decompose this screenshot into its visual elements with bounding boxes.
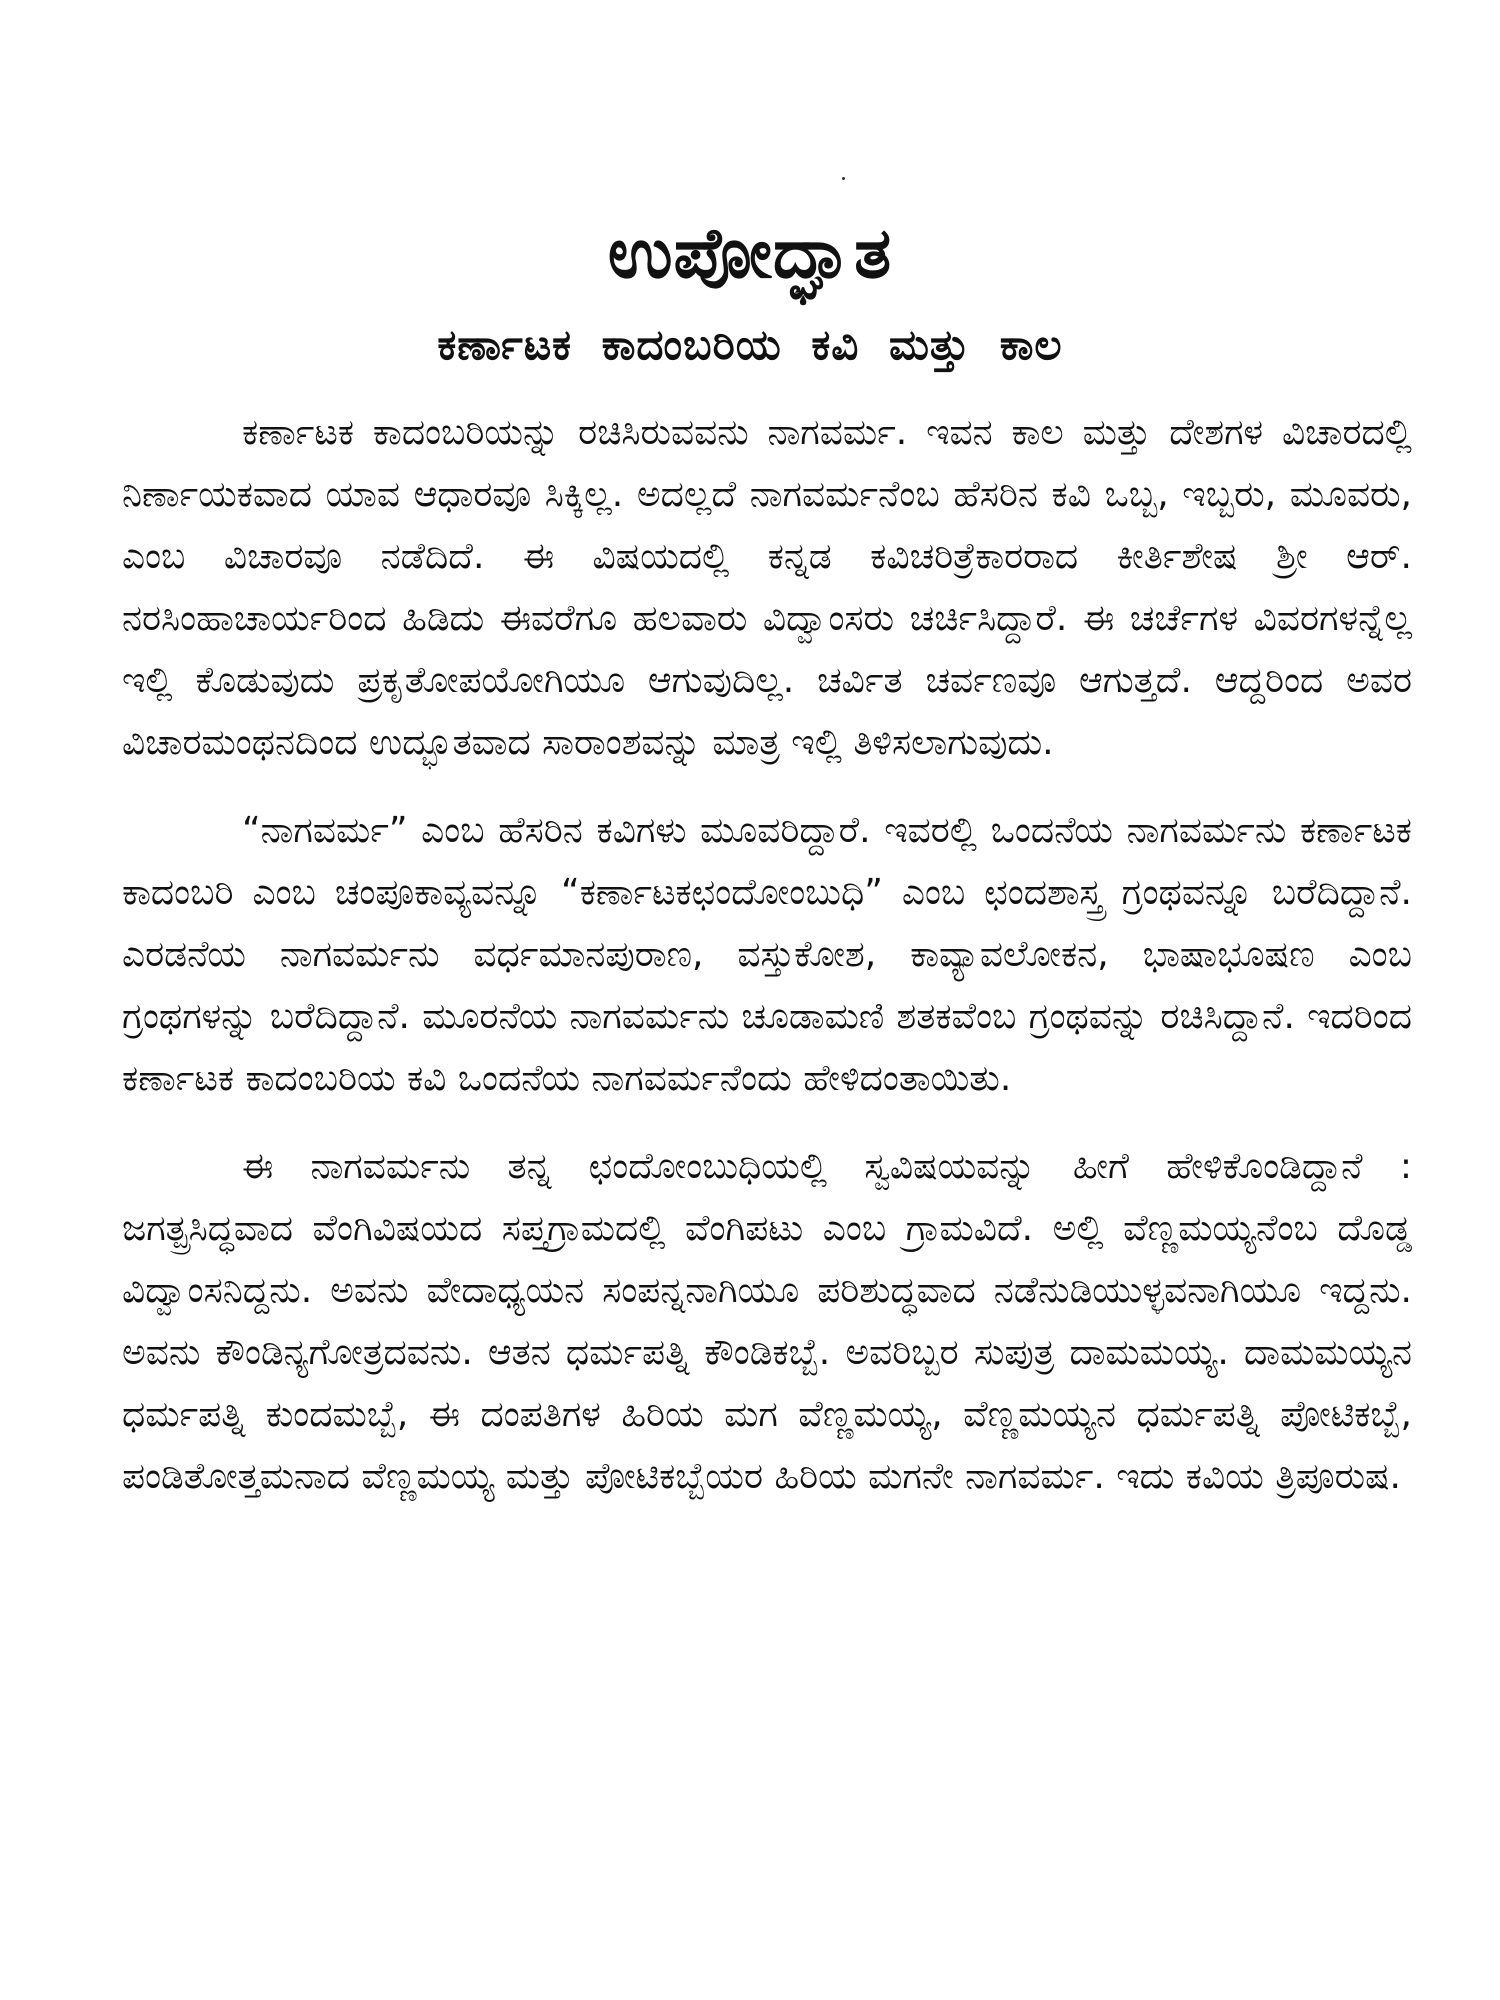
page-title: ಉಪೋದ್ಘಾತ [607, 212, 893, 294]
paragraph-2: “ನಾಗವರ್ಮ” ಎಂಬ ಹೆಸರಿನ ಕವಿಗಳು ಮೂವರಿದ್ದಾರೆ. ಇವರಲ್ಲಿ ಒಂದನೆಯ ನಾಗವರ್ಮನು ಕರ್ಣಾಟಕ ಕಾದಂಬರಿ ಎಂಬ ಚಂಪೂಕಾವ್ಯವನ್ನೂ “ಕರ್ಣಾಟಕಛಂದೋಂಬುಧಿ” ಎಂಬ ಛಂದಶಾಸ್ತ್ರ ಗ್ರಂಥವನ್ನೂ ಬರೆದಿದ್ದಾನೆ. ಎರಡನೆಯ ನಾಗವರ್ಮನು ವರ್ಧಮಾನಪುರಾಣ, ವಸ್ತುಕೋಶ, ಕಾವ್ಯಾವಲೋಕನ, ಭಾಷಾಭೂಷಣ ಎಂಬ ಗ್ರಂಥಗಳನ್ನು ಬರೆದಿದ್ದಾನೆ. ಮೂರನೆಯ ನಾಗವರ್ಮನು ಚೂಡಾಮಣಿ ಶತಕವೆಂಬ ಗ್ರಂಥವನ್ನು ರಚಿಸಿದ್ದಾನೆ. ಇದರಿಂದ ಕರ್ಣಾಟಕ ಕಾದಂಬರಿಯ ಕವಿ ಒಂದನೆಯ ನಾಗವರ್ಮನೆಂದು ಹೇಳಿದಂತಾಯಿತು. [122, 810, 1412, 1099]
scan-speck [842, 177, 845, 180]
paragraph-3: ಈ ನಾಗವರ್ಮನು ತನ್ನ ಛಂದೋಂಬುಧಿಯಲ್ಲಿ ಸ್ವವಿಷಯವನ್ನು ಹೀಗೆ ಹೇಳಿಕೊಂಡಿದ್ದಾನೆ : ಜಗತ್ಪ್ರಸಿದ್ಧವಾದ ವೆಂಗಿವಿಷಯದ ಸಪ್ತಗ್ರಾಮದಲ್ಲಿ ವೆಂಗಿಪಟು ಎಂಬ ಗ್ರಾಮವಿದೆ. ಅಲ್ಲಿ ವೆಣ್ಣಮಯ್ಯನೆಂಬ ದೊಡ್ಡ ವಿದ್ವಾಂಸನಿದ್ದನು. ಅವನು ವೇದಾಧ್ಯಯನ ಸಂಪನ್ನನಾಗಿಯೂ ಪರಿಶುದ್ಧವಾದ ನಡೆನುಡಿಯುಳ್ಳವನಾಗಿಯೂ ಇದ್ದನು. ಅವನು ಕೌಂಡಿನ್ಯಗೋತ್ರದವನು. ಆತನ ಧರ್ಮಪತ್ನಿ ಕೌಂಡಿಕಬ್ಬೆ. ಅವರಿಬ್ಬರ ಸುಪುತ್ರ ದಾಮಮಯ್ಯ. ದಾಮಮಯ್ಯನ ಧರ್ಮಪತ್ನಿ ಕುಂದಮಬ್ಬೆ, ಈ ದಂಪತಿಗಳ ಹಿರಿಯ ಮಗ ವೆಣ್ಣಮಯ್ಯ, ವೆಣ್ಣಮಯ್ಯನ ಧರ್ಮಪತ್ನಿ ಪೋಟಿಕಬ್ಬೆ, ಪಂಡಿತೋತ್ತಮನಾದ ವೆಣ್ಣಮಯ್ಯ ಮತ್ತು ಪೋಟಿಕಬ್ಬೆಯರ ಹಿರಿಯ ಮಗನೇ ನಾಗವರ್ಮ. ಇದು ಕವಿಯ ತ್ರಿಪೂರುಷ. [122, 1146, 1412, 1497]
paragraph-1: ಕರ್ಣಾಟಕ ಕಾದಂಬರಿಯನ್ನು ರಚಿಸಿರುವವನು ನಾಗವರ್ಮ. ಇವನ ಕಾಲ ಮತ್ತು ದೇಶಗಳ ವಿಚಾರದಲ್ಲಿ ನಿರ್ಣಾಯಕವಾದ ಯಾವ ಆಧಾರವೂ ಸಿಕ್ಕಿಲ್ಲ. ಅದಲ್ಲದೆ ನಾಗವರ್ಮನೆಂಬ ಹೆಸರಿನ ಕವಿ ಒಬ್ಬ, ಇಬ್ಬರು, ಮೂವರು, ಎಂಬ ವಿಚಾರವೂ ನಡೆದಿದೆ. ಈ ವಿಷಯದಲ್ಲಿ ಕನ್ನಡ ಕವಿಚರಿತ್ರೆಕಾರರಾದ ಕೀರ್ತಿಶೇಷ ಶ್ರೀ ಆರ್. ನರಸಿಂಹಾಚಾರ್ಯರಿಂದ ಹಿಡಿದು ಈವರೆಗೂ ಹಲವಾರು ವಿದ್ವಾಂಸರು ಚರ್ಚಿಸಿದ್ದಾರೆ. ಈ ಚರ್ಚೆಗಳ ವಿವರಗಳನ್ನೆಲ್ಲ ಇಲ್ಲಿ ಕೊಡುವುದು ಪ್ರಕೃತೋಪಯೋಗಿಯೂ ಆಗುವುದಿಲ್ಲ. ಚರ್ವಿತ ಚರ್ವಣವೂ ಆಗುತ್ತದೆ. ಆದ್ದರಿಂದ ಅವರ ವಿಚಾರಮಂಥನದಿಂದ ಉದ್ಭೂತವಾದ ಸಾರಾಂಶವನ್ನು ಮಾತ್ರ ಇಲ್ಲಿ ತಿಳಿಸಲಾಗುವುದು. [122, 412, 1412, 763]
page-subtitle: ಕರ್ಣಾಟಕ ಕಾದಂಬರಿಯ ಕವಿ ಮತ್ತು ಕಾಲ [437, 320, 1063, 369]
body-text [122, 402, 1412, 1508]
